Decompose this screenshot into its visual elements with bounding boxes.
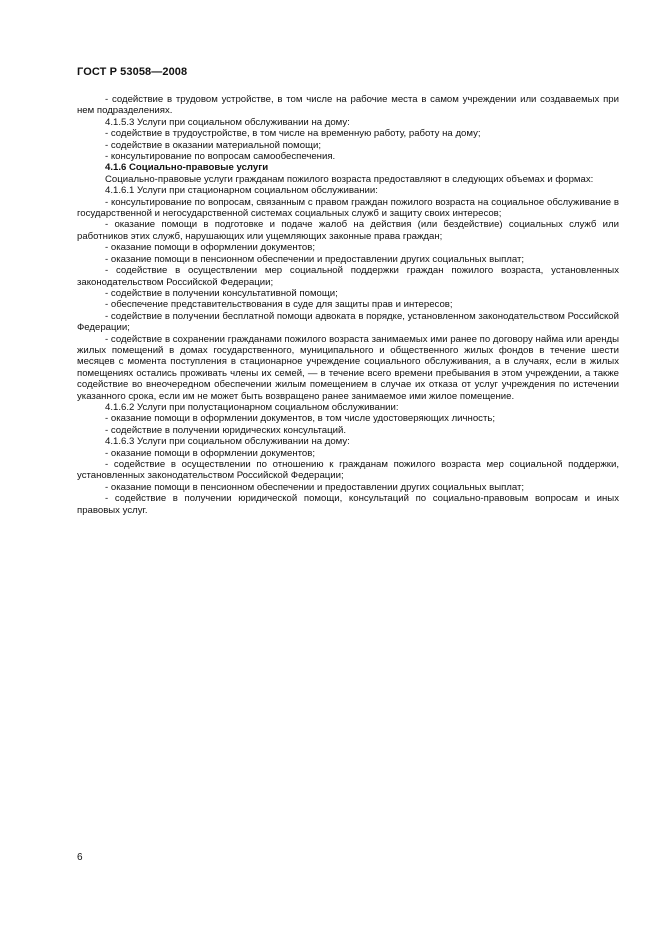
paragraph: - обеспечение представительствования в суде для защиты прав и интересов; <box>105 299 453 311</box>
paragraph: - содействие в получении консультативной помощи; <box>105 287 338 299</box>
paragraph: - содействие в получении юридической помощи, консультаций по социально-правовым вопросам и иных правовых услуг. <box>77 493 619 516</box>
document-header: ГОСТ Р 53058—2008 <box>77 66 188 78</box>
paragraph: - содействие в оказании материальной помощи; <box>105 139 321 151</box>
paragraph: - содействие в получении бесплатной помощи адвоката в порядке, установленном законодательством Российской Федерации; <box>77 310 619 334</box>
section-heading: 4.1.6 Социально-правовые услуги <box>105 162 269 174</box>
paragraph: - консультирование по вопросам, связанным с правом граждан пожилого возраста на социальное обслуживание в государственной и негосударственной системах социальных служб и защиту своих интересов; <box>77 196 619 220</box>
paragraph: - оказание помощи в пенсионном обеспечении и предоставлении других социальных выплат; <box>105 481 525 493</box>
paragraph: - содействие в осуществлении по отношению к гражданам пожилого возраста мер социальной поддержки, установленных законодательством Российской Федерации; <box>77 459 619 482</box>
paragraph: - содействие в трудоустройстве, в том числе на временную работу, работу на дому; <box>105 128 481 140</box>
paragraph: - оказание помощи в оформлении документов; <box>105 242 316 254</box>
paragraph: - содействие в трудовом устройстве, в том числе на рабочие места в самом учреждении или создаваемых при нем подразделениях. <box>77 94 619 117</box>
paragraph: - содействие в получении юридических консультаций. <box>105 424 346 436</box>
paragraph: 4.1.6.2 Услуги при полустационарном социальном обслуживании: <box>105 401 399 413</box>
paragraph: - оказание помощи в пенсионном обеспечении и предоставлении других социальных выплат; <box>105 253 525 265</box>
paragraph: - оказание помощи в оформлении документов; <box>105 447 316 459</box>
paragraph: - оказание помощи в оформлении документов, в том числе удостоверяющих личность; <box>105 413 496 425</box>
paragraph: - оказание помощи в подготовке и подаче жалоб на действия (или бездействие) социальных служб или работников этих служб, нарушающих или ущемляющих законные права граждан; <box>77 219 619 242</box>
paragraph: - содействие в осуществлении мер социальной поддержки граждан пожилого возраста, установленных законодательством Российской Федерации; <box>77 265 619 288</box>
paragraph: 4.1.6.3 Услуги при социальном обслуживании на дому: <box>105 436 350 448</box>
paragraph: - консультирование по вопросам самообеспечения. <box>105 151 336 163</box>
document-body <box>77 94 619 516</box>
paragraph: 4.1.5.3 Услуги при социальном обслуживании на дому: <box>105 116 350 128</box>
paragraph: 4.1.6.1 Услуги при стационарном социальном обслуживании: <box>105 185 378 197</box>
page-number: 6 <box>77 852 83 863</box>
paragraph: Социально-правовые услуги гражданам пожилого возраста предоставляют в следующих объемах и формах: <box>105 173 594 185</box>
paragraph: - содействие в сохранении гражданами пожилого возраста занимаемых ими ранее по договору найма или аренды жилых помещений в домах государственного, муниципального и общественного жилых фондов в течение шести месяцев с момента поступления в стационарное учреждение социального обслуживания, а в случаях, если в жилых помещениях остались проживать члены их семей, — в течение всего времени пребывания в этом учреждении, а также содействие во внеочередном обеспечении жилым помещением в случае их отказа от услуг учреждения по истечении указанного срока, если им не может быть возвращено ранее занимаемое ими жилое помещение. <box>77 333 619 402</box>
